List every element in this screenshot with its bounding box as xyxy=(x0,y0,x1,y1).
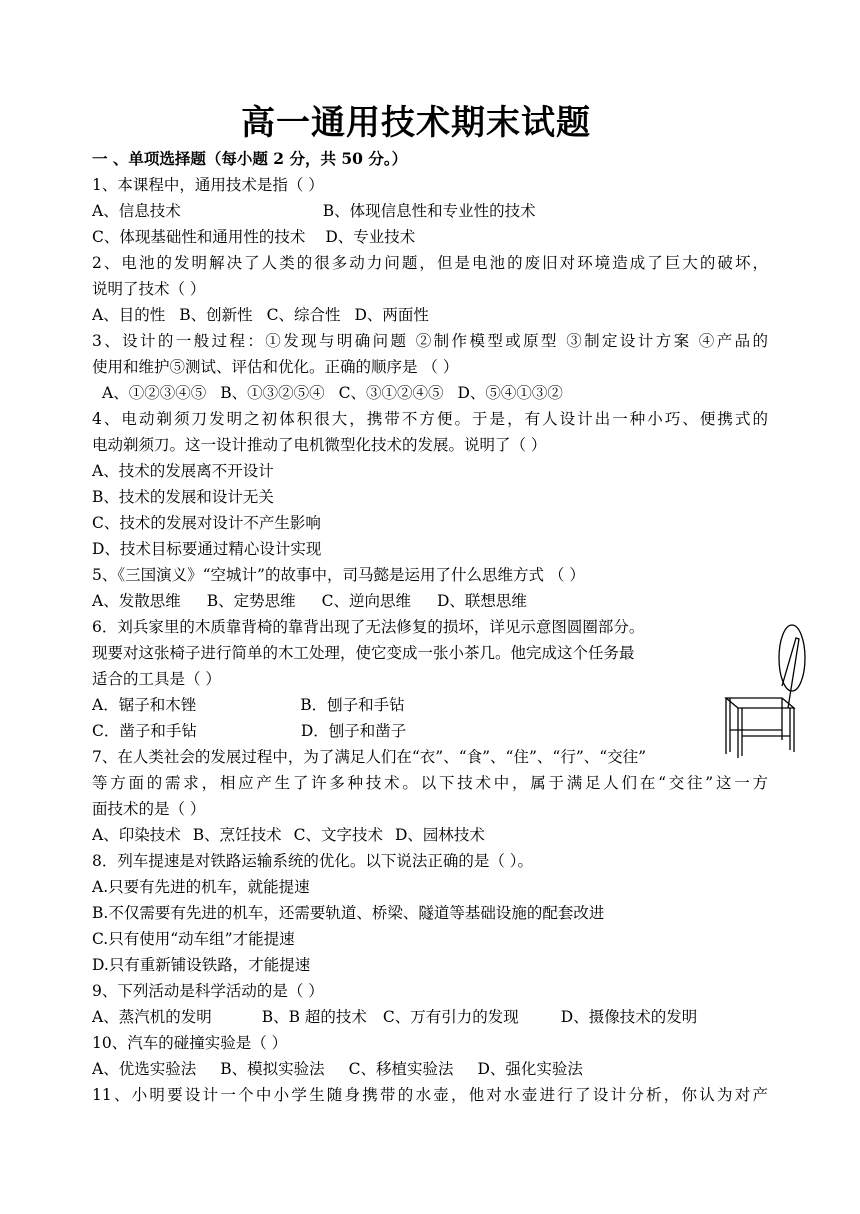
option-text: B、定势思维 xyxy=(206,592,296,610)
option-text: A、优选实验法 xyxy=(92,1060,197,1078)
option-text: B、烹饪技术 xyxy=(192,826,282,844)
chair-diagram xyxy=(718,624,810,760)
question-line: 使用和维护⑤测试、评估和优化。正确的顺序是 （ ） xyxy=(92,358,459,376)
option-text: A、目的性 xyxy=(92,306,166,324)
option-text: C、③①②④⑤ xyxy=(338,384,444,402)
option-text: D、摄像技术的发明 xyxy=(560,1008,698,1026)
question-line: 等方面的需求，相应产生了许多种技术。以下技术中，属于满足人们在“交往”这一方 xyxy=(92,774,768,792)
question-line: C.只有使用“动车组”才能提速 xyxy=(92,930,295,948)
option-text: C、文字技术 xyxy=(293,826,383,844)
option-text: B、创新性 xyxy=(179,306,253,324)
question-line: B.不仅需要有先进的机车，还需要轨道、桥梁、隧道等基础设施的配套改进 xyxy=(92,904,605,922)
question-line: 9、下列活动是科学活动的是（ ） xyxy=(92,982,324,1000)
question-line: 1、本课程中，通用技术是指（ ） xyxy=(92,176,324,194)
question-line: D、技术目标要通过精心设计实现 xyxy=(92,540,322,558)
option-text: D、⑤④①③② xyxy=(457,384,563,402)
question-line: A.只要有先进的机车，就能提速 xyxy=(92,878,310,896)
question-line xyxy=(92,1056,768,1082)
option-text: A．锯子和木锉 xyxy=(92,696,197,714)
question-line xyxy=(92,718,768,744)
question-line xyxy=(92,302,768,328)
option-text: D、专业技术 xyxy=(325,228,416,246)
question-line: 10、汽车的碰撞实验是（ ） xyxy=(92,1034,288,1052)
option-text: A、发散思维 xyxy=(92,592,181,610)
question-line: 适合的工具是（ ） xyxy=(92,670,221,688)
question-line: 电动剃须刀。这一设计推动了电机微型化技术的发展。说明了（ ） xyxy=(92,436,547,454)
option-text: A、信息技术 xyxy=(92,202,181,220)
option-text: B、①③②⑤④ xyxy=(220,384,325,402)
question-line xyxy=(92,588,768,614)
option-text: C．凿子和手钻 xyxy=(92,722,197,740)
question-line: 8．列车提速是对铁路运输系统的优化。以下说法正确的是（ ）。 xyxy=(92,852,534,870)
option-text: B、模拟实验法 xyxy=(220,1060,325,1078)
option-text: D、联想思维 xyxy=(436,592,527,610)
question-line: 说明了技术（ ） xyxy=(92,280,206,298)
option-text: C、综合性 xyxy=(266,306,341,324)
option-text: D．刨子和凿子 xyxy=(300,722,407,740)
question-line: 现要对这张椅子进行简单的木工处理，使它变成一张小茶几。他完成这个任务最 xyxy=(92,644,635,662)
chair-backrest xyxy=(782,638,799,708)
option-text: C、逆向思维 xyxy=(321,592,411,610)
question-line: 11、小明要设计一个中小学生随身携带的水壶，他对水壶进行了设计分析，你认为对产 xyxy=(92,1086,768,1104)
question-line: 4、电动剃须刀发明之初体积很大，携带不方便。于是，有人设计出一种小巧、便携式的 xyxy=(92,410,768,428)
question-line: 6．刘兵家里的木质靠背椅的靠背出现了无法修复的损坏，详见示意图圆圈部分。 xyxy=(92,618,645,636)
option-text: A、蒸汽机的发明 xyxy=(92,1008,212,1026)
question-line xyxy=(92,224,768,250)
option-text: B、体现信息性和专业性的技术 xyxy=(322,202,536,220)
option-text: C、移植实验法 xyxy=(348,1060,454,1078)
option-text: C、体现基础性和通用性的技术 xyxy=(92,228,306,246)
question-line xyxy=(92,380,768,406)
option-text: A、印染技术 xyxy=(92,826,181,844)
option-text: D、园林技术 xyxy=(394,826,485,844)
question-line: 3、设计的一般过程：①发现与明确问题 ②制作模型或原型 ③制定设计方案 ④产品的 xyxy=(92,332,768,350)
option-text: D、两面性 xyxy=(354,306,429,324)
option-text: A、①②③④⑤ xyxy=(102,384,207,402)
question-line: 面技术的是（ ） xyxy=(92,800,206,818)
question-line: 2、电池的发明解决了人类的很多动力问题，但是电池的废旧对环境造成了巨大的破坏， xyxy=(92,254,768,272)
option-text: C、万有引力的发现 xyxy=(382,1008,519,1026)
question-line: A、技术的发展离不开设计 xyxy=(92,462,274,480)
question-line: B、技术的发展和设计无关 xyxy=(92,488,274,506)
option-text: B．刨子和手钻 xyxy=(300,696,405,714)
question-line: 5、《三国演义》“空城计”的故事中，司马懿是运用了什么思维方式 （ ） xyxy=(92,566,585,584)
question-line: 7、在人类社会的发展过程中，为了满足人们在“衣”、“食”、“住”、“行”、“交往” xyxy=(92,748,647,766)
question-line: D.只有重新铺设铁路，才能提速 xyxy=(92,956,311,974)
page-title: 高一通用技术期末试题 xyxy=(241,103,591,143)
exam-content xyxy=(92,146,768,1108)
question-line: C、技术的发展对设计不产生影响 xyxy=(92,514,321,532)
question-line xyxy=(92,1004,768,1030)
chair-seat xyxy=(726,698,794,708)
question-line xyxy=(92,198,768,224)
option-text: D、强化实验法 xyxy=(477,1060,583,1078)
question-line xyxy=(92,822,768,848)
option-text: B、B 超的技术 xyxy=(261,1008,367,1026)
question-line: 一 、单项选择题（每小题 2 分，共 50 分。） xyxy=(92,149,408,168)
question-line xyxy=(92,692,768,718)
